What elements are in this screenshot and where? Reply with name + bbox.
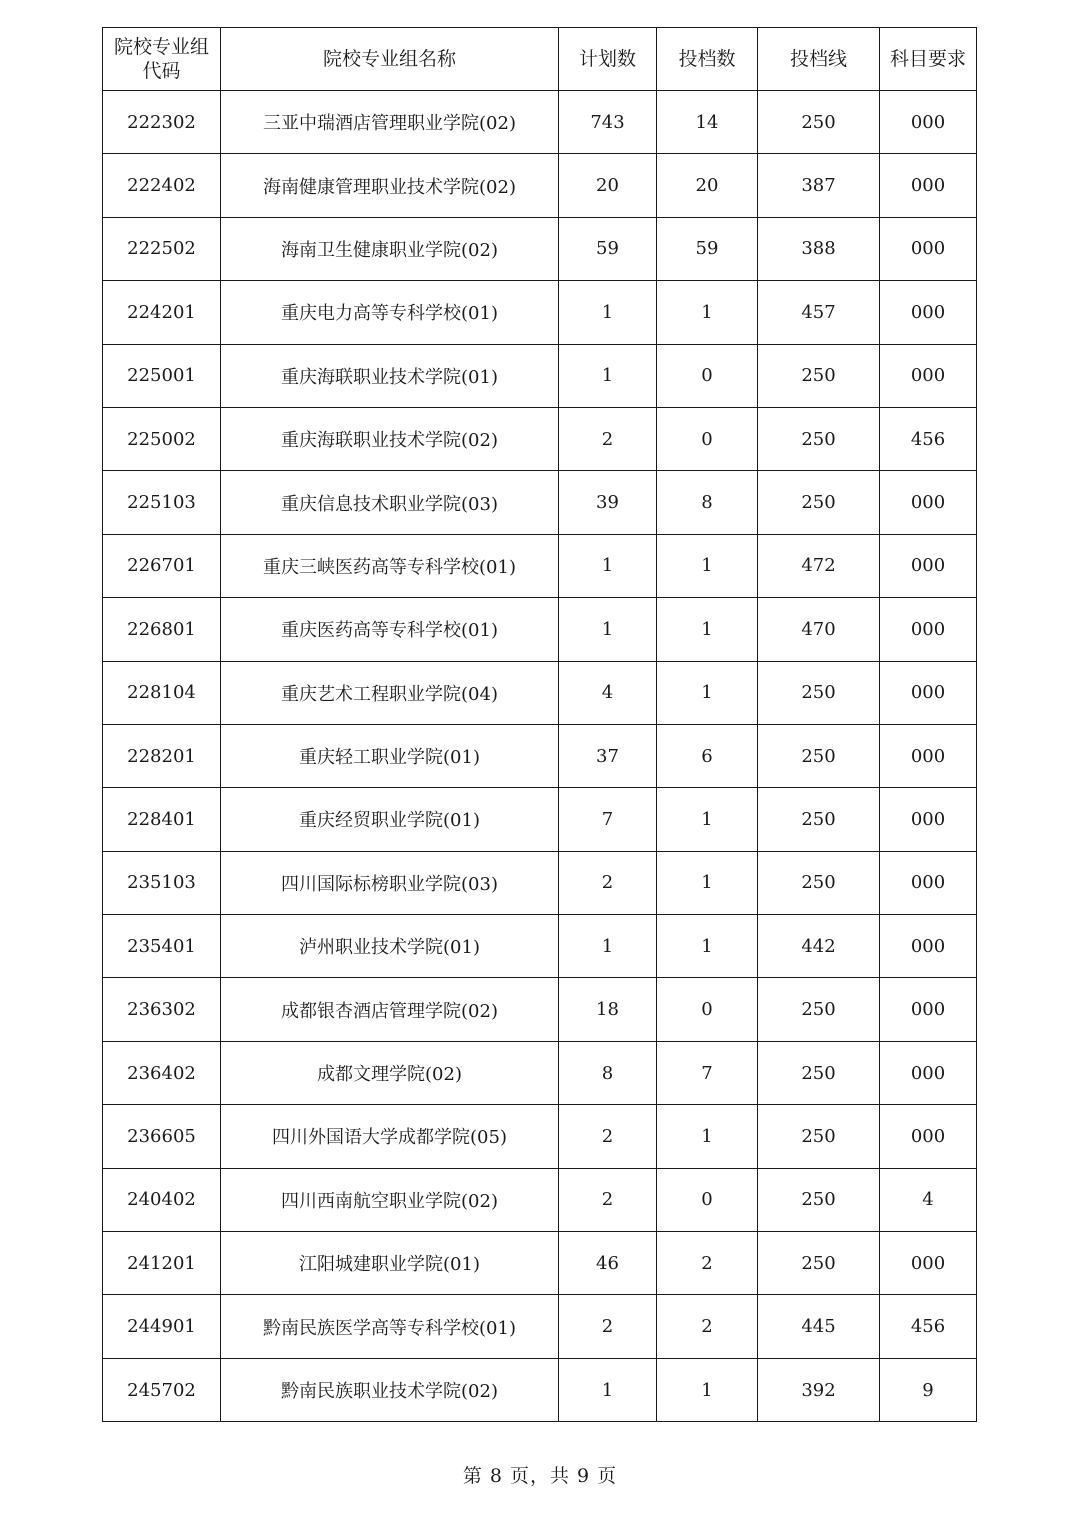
table-row xyxy=(103,471,977,534)
cell-line: 250 xyxy=(758,661,880,724)
cell-subject: 000 xyxy=(880,788,977,851)
cell-plan: 1 xyxy=(559,534,657,597)
cell-name: 泸州职业技术学院(01) xyxy=(221,915,559,978)
cell-line: 250 xyxy=(758,1041,880,1104)
cell-subject: 000 xyxy=(880,661,977,724)
cell-name: 四川国际标榜职业学院(03) xyxy=(221,851,559,914)
table-row xyxy=(103,1168,977,1231)
table-row xyxy=(103,598,977,661)
cell-line: 392 xyxy=(758,1358,880,1421)
cell-code: 225002 xyxy=(103,407,221,470)
header-name: 院校专业组名称 xyxy=(221,28,559,91)
header-subject: 科目要求 xyxy=(880,28,977,91)
cell-subject: 000 xyxy=(880,978,977,1041)
cell-subject: 000 xyxy=(880,281,977,344)
cell-filed: 1 xyxy=(657,661,758,724)
table-row xyxy=(103,978,977,1041)
cell-code: 236302 xyxy=(103,978,221,1041)
cell-subject: 000 xyxy=(880,851,977,914)
cell-name: 成都银杏酒店管理学院(02) xyxy=(221,978,559,1041)
cell-code: 225103 xyxy=(103,471,221,534)
cell-plan: 743 xyxy=(559,91,657,154)
cell-line: 445 xyxy=(758,1295,880,1358)
cell-subject: 000 xyxy=(880,598,977,661)
cell-line: 472 xyxy=(758,534,880,597)
cell-filed: 1 xyxy=(657,1105,758,1168)
cell-subject: 000 xyxy=(880,344,977,407)
cell-subject: 000 xyxy=(880,154,977,217)
cell-line: 387 xyxy=(758,154,880,217)
cell-code: 245702 xyxy=(103,1358,221,1421)
cell-filed: 6 xyxy=(657,724,758,787)
table-row xyxy=(103,1295,977,1358)
cell-filed: 0 xyxy=(657,978,758,1041)
cell-name: 重庆海联职业技术学院(02) xyxy=(221,407,559,470)
cell-line: 250 xyxy=(758,1232,880,1295)
cell-name: 海南健康管理职业技术学院(02) xyxy=(221,154,559,217)
cell-filed: 1 xyxy=(657,534,758,597)
cell-name: 四川西南航空职业学院(02) xyxy=(221,1168,559,1231)
cell-code: 236402 xyxy=(103,1041,221,1104)
cell-subject: 4 xyxy=(880,1168,977,1231)
cell-filed: 1 xyxy=(657,1358,758,1421)
cell-code: 235401 xyxy=(103,915,221,978)
cell-filed: 2 xyxy=(657,1232,758,1295)
cell-plan: 8 xyxy=(559,1041,657,1104)
cell-name: 重庆艺术工程职业学院(04) xyxy=(221,661,559,724)
page-number: 第 8 页，共 9 页 xyxy=(462,1465,618,1487)
cell-line: 250 xyxy=(758,724,880,787)
table-row xyxy=(103,661,977,724)
table-body xyxy=(103,91,977,1422)
table-row xyxy=(103,407,977,470)
cell-filed: 1 xyxy=(657,598,758,661)
cell-filed: 0 xyxy=(657,344,758,407)
table-row xyxy=(103,788,977,851)
cell-plan: 18 xyxy=(559,978,657,1041)
cell-name: 重庆信息技术职业学院(03) xyxy=(221,471,559,534)
cell-plan: 39 xyxy=(559,471,657,534)
cell-subject: 000 xyxy=(880,217,977,280)
cell-filed: 0 xyxy=(657,407,758,470)
cell-line: 250 xyxy=(758,407,880,470)
cell-filed: 2 xyxy=(657,1295,758,1358)
table-row xyxy=(103,915,977,978)
table-row xyxy=(103,344,977,407)
cell-filed: 8 xyxy=(657,471,758,534)
cell-line: 250 xyxy=(758,1168,880,1231)
cell-name: 重庆医药高等专科学校(01) xyxy=(221,598,559,661)
cell-plan: 37 xyxy=(559,724,657,787)
cell-name: 四川外国语大学成都学院(05) xyxy=(221,1105,559,1168)
table-row xyxy=(103,91,977,154)
cell-code: 226801 xyxy=(103,598,221,661)
cell-name: 重庆三峡医药高等专科学校(01) xyxy=(221,534,559,597)
table-row xyxy=(103,1358,977,1421)
cell-plan: 2 xyxy=(559,407,657,470)
cell-line: 470 xyxy=(758,598,880,661)
header-plan: 计划数 xyxy=(559,28,657,91)
table-row xyxy=(103,724,977,787)
header-code: 院校专业组代码 xyxy=(103,28,221,91)
cell-code: 224201 xyxy=(103,281,221,344)
cell-name: 黔南民族医学高等专科学校(01) xyxy=(221,1295,559,1358)
cell-plan: 46 xyxy=(559,1232,657,1295)
cell-code: 228201 xyxy=(103,724,221,787)
cell-filed: 1 xyxy=(657,281,758,344)
cell-code: 226701 xyxy=(103,534,221,597)
cell-subject: 000 xyxy=(880,915,977,978)
cell-filed: 0 xyxy=(657,1168,758,1231)
table-row xyxy=(103,1041,977,1104)
cell-code: 222302 xyxy=(103,91,221,154)
cell-subject: 000 xyxy=(880,1041,977,1104)
cell-subject: 9 xyxy=(880,1358,977,1421)
cell-line: 250 xyxy=(758,788,880,851)
cell-plan: 1 xyxy=(559,598,657,661)
cell-code: 241201 xyxy=(103,1232,221,1295)
cell-name: 重庆海联职业技术学院(01) xyxy=(221,344,559,407)
cell-name: 重庆轻工职业学院(01) xyxy=(221,724,559,787)
cell-subject: 000 xyxy=(880,91,977,154)
cell-code: 244901 xyxy=(103,1295,221,1358)
cell-plan: 2 xyxy=(559,851,657,914)
cell-code: 240402 xyxy=(103,1168,221,1231)
cell-code: 228104 xyxy=(103,661,221,724)
table-row xyxy=(103,154,977,217)
cell-code: 225001 xyxy=(103,344,221,407)
cell-line: 250 xyxy=(758,344,880,407)
cell-plan: 1 xyxy=(559,344,657,407)
cell-name: 重庆电力高等专科学校(01) xyxy=(221,281,559,344)
cell-plan: 1 xyxy=(559,915,657,978)
cell-plan: 59 xyxy=(559,217,657,280)
cell-subject: 000 xyxy=(880,1105,977,1168)
cell-name: 成都文理学院(02) xyxy=(221,1041,559,1104)
cell-plan: 1 xyxy=(559,1358,657,1421)
cell-name: 黔南民族职业技术学院(02) xyxy=(221,1358,559,1421)
cell-code: 222502 xyxy=(103,217,221,280)
cell-filed: 1 xyxy=(657,915,758,978)
cell-line: 250 xyxy=(758,471,880,534)
table-row xyxy=(103,851,977,914)
header-filed: 投档数 xyxy=(657,28,758,91)
cell-code: 228401 xyxy=(103,788,221,851)
cell-subject: 000 xyxy=(880,534,977,597)
cell-name: 三亚中瑞酒店管理职业学院(02) xyxy=(221,91,559,154)
cell-code: 235103 xyxy=(103,851,221,914)
cell-plan: 20 xyxy=(559,154,657,217)
table-row xyxy=(103,281,977,344)
cell-plan: 1 xyxy=(559,281,657,344)
cell-filed: 14 xyxy=(657,91,758,154)
cell-name: 江阳城建职业学院(01) xyxy=(221,1232,559,1295)
cell-code: 236605 xyxy=(103,1105,221,1168)
cell-code: 222402 xyxy=(103,154,221,217)
admission-table xyxy=(102,27,977,1422)
header-line: 投档线 xyxy=(758,28,880,91)
cell-plan: 2 xyxy=(559,1295,657,1358)
cell-subject: 000 xyxy=(880,1232,977,1295)
cell-filed: 59 xyxy=(657,217,758,280)
cell-plan: 7 xyxy=(559,788,657,851)
cell-line: 442 xyxy=(758,915,880,978)
cell-subject: 456 xyxy=(880,1295,977,1358)
cell-filed: 1 xyxy=(657,851,758,914)
cell-filed: 7 xyxy=(657,1041,758,1104)
cell-name: 重庆经贸职业学院(01) xyxy=(221,788,559,851)
cell-line: 250 xyxy=(758,1105,880,1168)
cell-line: 250 xyxy=(758,978,880,1041)
table-row xyxy=(103,217,977,280)
cell-subject: 456 xyxy=(880,407,977,470)
cell-plan: 2 xyxy=(559,1105,657,1168)
cell-name: 海南卫生健康职业学院(02) xyxy=(221,217,559,280)
table-row xyxy=(103,1232,977,1295)
cell-line: 457 xyxy=(758,281,880,344)
table-row xyxy=(103,534,977,597)
cell-line: 388 xyxy=(758,217,880,280)
cell-filed: 1 xyxy=(657,788,758,851)
table-header xyxy=(103,28,977,91)
cell-line: 250 xyxy=(758,91,880,154)
cell-plan: 4 xyxy=(559,661,657,724)
header-row xyxy=(103,28,977,91)
cell-subject: 000 xyxy=(880,471,977,534)
table-row xyxy=(103,1105,977,1168)
cell-plan: 2 xyxy=(559,1168,657,1231)
cell-line: 250 xyxy=(758,851,880,914)
cell-filed: 20 xyxy=(657,154,758,217)
cell-subject: 000 xyxy=(880,724,977,787)
